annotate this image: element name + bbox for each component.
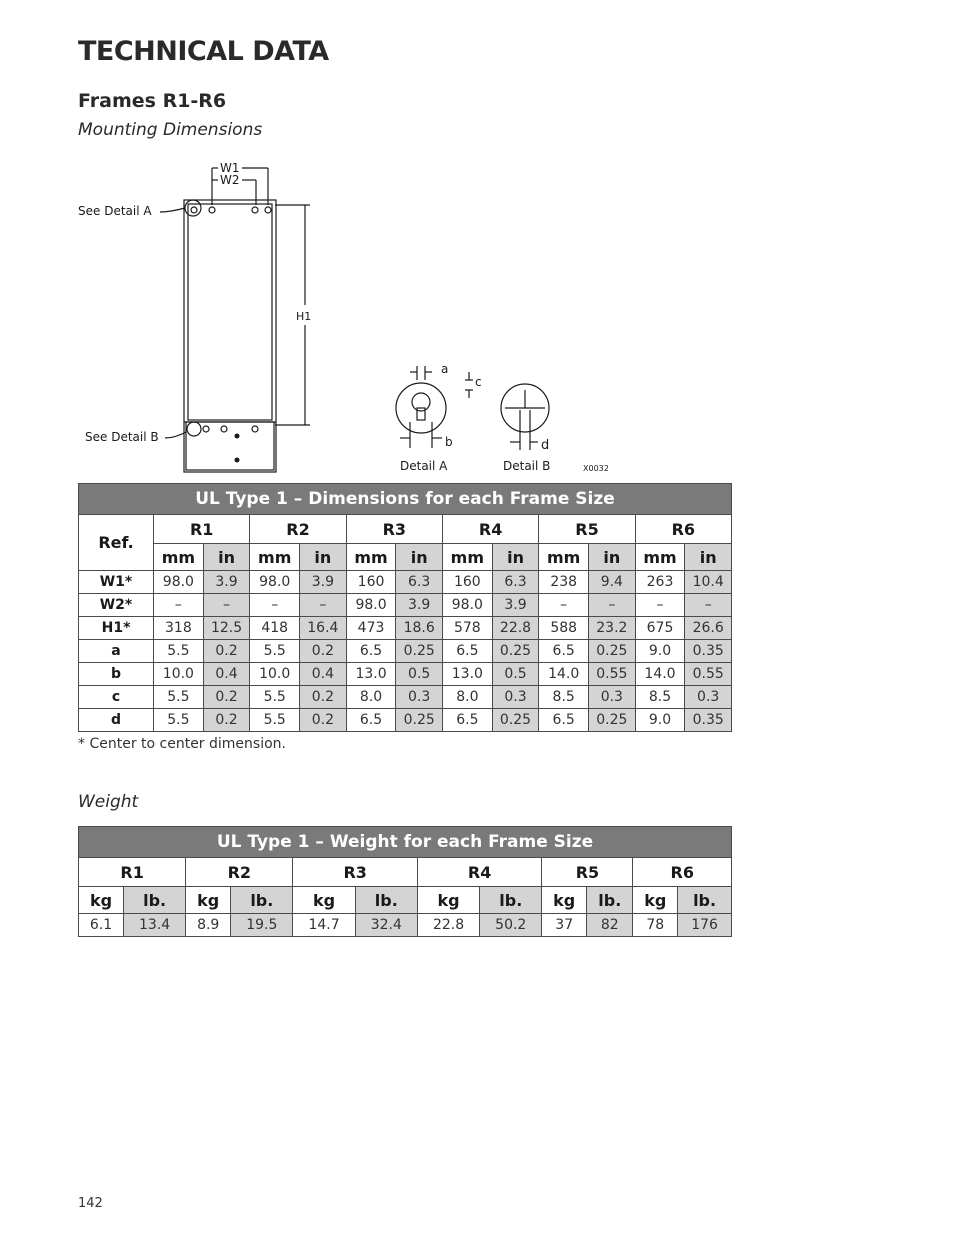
dimension-cell: –	[154, 594, 204, 617]
unit-header: lb.	[678, 887, 732, 914]
dimension-cell: 22.8	[492, 617, 539, 640]
dimension-cell: 9.0	[635, 640, 685, 663]
detail-a-label: Detail A	[400, 459, 448, 473]
table-row	[79, 709, 732, 732]
dimension-cell: 3.9	[203, 571, 250, 594]
dimension-cell: 0.2	[300, 640, 347, 663]
dimension-cell: 0.35	[685, 640, 732, 663]
dimension-cell: 12.5	[203, 617, 250, 640]
unit-header: kg	[542, 887, 587, 914]
unit-header: mm	[250, 544, 300, 571]
dimension-cell: 13.0	[442, 663, 492, 686]
dimension-cell: 8.5	[635, 686, 685, 709]
frame-header: R4	[442, 515, 538, 544]
unit-header: in	[589, 544, 636, 571]
dimension-cell: 3.9	[396, 594, 443, 617]
dimension-cell: 14.0	[539, 663, 589, 686]
dimension-cell: 0.25	[492, 709, 539, 732]
dimension-cell: 0.55	[685, 663, 732, 686]
dimension-cell: 0.55	[589, 663, 636, 686]
unit-header: in	[396, 544, 443, 571]
dimension-cell: 18.6	[396, 617, 443, 640]
dimension-cell: 0.35	[685, 709, 732, 732]
weight-subtitle: Weight	[78, 792, 139, 812]
dimension-cell: –	[635, 594, 685, 617]
frame-header: R6	[633, 858, 732, 887]
dimension-cell: 98.0	[250, 571, 300, 594]
dimension-cell: 0.25	[589, 640, 636, 663]
dimension-cell: 0.3	[685, 686, 732, 709]
ref-cell: W2*	[79, 594, 154, 617]
b-label: b	[445, 435, 453, 449]
see-detail-a-label: See Detail A	[78, 204, 152, 218]
table-row	[79, 571, 732, 594]
ref-cell: b	[79, 663, 154, 686]
dimensions-table-body	[79, 571, 732, 732]
frame-header: R5	[539, 515, 635, 544]
ref-cell: c	[79, 686, 154, 709]
table-row	[79, 617, 732, 640]
weight-cell: 176	[678, 914, 732, 937]
ref-cell: H1*	[79, 617, 154, 640]
frame-header: R6	[635, 515, 731, 544]
dimension-cell: 160	[442, 571, 492, 594]
dimension-cell: –	[685, 594, 732, 617]
dimensions-table-title: UL Type 1 – Dimensions for each Frame Size	[79, 484, 732, 515]
weight-cell: 13.4	[123, 914, 185, 937]
dimension-cell: 16.4	[300, 617, 347, 640]
table-row	[79, 686, 732, 709]
drive-body-inner	[188, 204, 272, 420]
dimension-cell: 98.0	[442, 594, 492, 617]
unit-header: in	[492, 544, 539, 571]
dimension-cell: 0.5	[492, 663, 539, 686]
dimension-cell: 5.5	[154, 709, 204, 732]
dimension-cell: 473	[346, 617, 396, 640]
dimension-cell: 26.6	[685, 617, 732, 640]
dimension-cell: 0.25	[492, 640, 539, 663]
dimension-cell: 160	[346, 571, 396, 594]
weight-cell: 22.8	[417, 914, 479, 937]
dimension-cell: 3.9	[492, 594, 539, 617]
h1-label: H1	[296, 310, 312, 323]
table-row	[79, 594, 732, 617]
ref-cell: W1*	[79, 571, 154, 594]
a-label: a	[441, 362, 449, 376]
dimension-cell: 5.5	[154, 640, 204, 663]
unit-header: kg	[186, 887, 231, 914]
weight-cell: 6.1	[79, 914, 124, 937]
frame-header: R5	[542, 858, 633, 887]
dimension-cell: 0.4	[300, 663, 347, 686]
dimension-cell: 23.2	[589, 617, 636, 640]
unit-header: kg	[633, 887, 678, 914]
weight-cell: 14.7	[293, 914, 355, 937]
dimension-cell: 0.2	[203, 709, 250, 732]
unit-header: kg	[417, 887, 479, 914]
dimension-cell: 418	[250, 617, 300, 640]
unit-header: kg	[79, 887, 124, 914]
unit-header: in	[685, 544, 732, 571]
dimension-cell: 9.4	[589, 571, 636, 594]
unit-header: lb.	[231, 887, 293, 914]
table-row	[79, 914, 732, 937]
mounting-drawing	[70, 150, 630, 480]
weight-cell: 32.4	[355, 914, 417, 937]
dimension-cell: 0.2	[300, 686, 347, 709]
frame-header: R2	[186, 858, 293, 887]
dimension-cell: –	[539, 594, 589, 617]
dimension-cell: 238	[539, 571, 589, 594]
dimension-cell: 98.0	[346, 594, 396, 617]
ref-cell: d	[79, 709, 154, 732]
unit-header: mm	[539, 544, 589, 571]
dimension-cell: 0.2	[203, 686, 250, 709]
ref-header: Ref.	[79, 515, 154, 571]
dimension-cell: 10.0	[250, 663, 300, 686]
frame-header: R3	[293, 858, 417, 887]
unit-header: lb.	[355, 887, 417, 914]
dimension-cell: 0.25	[396, 640, 443, 663]
drive-body-outline	[184, 200, 276, 472]
dimension-cell: 675	[635, 617, 685, 640]
footnote: * Center to center dimension.	[78, 736, 286, 752]
unit-header: lb.	[480, 887, 542, 914]
dimension-cell: –	[203, 594, 250, 617]
unit-header: lb.	[123, 887, 185, 914]
mount-hole	[252, 207, 258, 213]
dimension-cell: 263	[635, 571, 685, 594]
unit-header: mm	[442, 544, 492, 571]
dimension-cell: 588	[539, 617, 589, 640]
dimension-cell: 0.3	[396, 686, 443, 709]
dimension-cell: 6.5	[442, 709, 492, 732]
mount-hole	[191, 207, 197, 213]
weight-cell: 82	[587, 914, 633, 937]
unit-header: mm	[635, 544, 685, 571]
dimension-cell: 98.0	[154, 571, 204, 594]
dimension-cell: 0.2	[300, 709, 347, 732]
dimension-cell: 9.0	[635, 709, 685, 732]
dimension-cell: 0.25	[589, 709, 636, 732]
page-number: 142	[78, 1196, 103, 1211]
weight-cell: 50.2	[480, 914, 542, 937]
dimension-cell: 10.0	[154, 663, 204, 686]
dimension-cell: 5.5	[250, 640, 300, 663]
dimension-cell: 6.5	[442, 640, 492, 663]
page-title: TECHNICAL DATA	[78, 36, 329, 67]
w1-label: W1	[220, 161, 240, 175]
unit-header: mm	[346, 544, 396, 571]
dimension-cell: 5.5	[250, 686, 300, 709]
dimension-cell: –	[300, 594, 347, 617]
dimension-cell: 0.3	[589, 686, 636, 709]
dimension-cell: 0.4	[203, 663, 250, 686]
unit-header: kg	[293, 887, 355, 914]
weight-cell: 37	[542, 914, 587, 937]
dimension-cell: 6.5	[539, 640, 589, 663]
dimension-cell: 13.0	[346, 663, 396, 686]
unit-header: mm	[154, 544, 204, 571]
dimension-cell: 6.5	[346, 640, 396, 663]
ref-cell: a	[79, 640, 154, 663]
d-label: d	[541, 438, 550, 453]
see-detail-b-label: See Detail B	[85, 430, 159, 444]
frame-header: R3	[346, 515, 442, 544]
mounting-subtitle: Mounting Dimensions	[78, 120, 263, 140]
frame-header: R1	[154, 515, 250, 544]
w2-label: W2	[220, 173, 240, 187]
dimension-cell: 8.0	[346, 686, 396, 709]
dimension-cell: 5.5	[250, 709, 300, 732]
dimension-cell: 8.0	[442, 686, 492, 709]
dimension-cell: –	[250, 594, 300, 617]
detail-b-label: Detail B	[503, 459, 551, 473]
frame-header: R2	[250, 515, 346, 544]
dimensions-table	[78, 483, 732, 732]
section-title: Frames R1-R6	[78, 90, 227, 112]
figure-code: X0032	[583, 464, 609, 473]
dimension-cell: 6.3	[492, 571, 539, 594]
dimension-cell: 0.3	[492, 686, 539, 709]
dimension-cell: 5.5	[154, 686, 204, 709]
dimension-cell: 318	[154, 617, 204, 640]
weight-cell: 19.5	[231, 914, 293, 937]
frame-header: R1	[79, 858, 186, 887]
c-label: c	[475, 375, 482, 389]
weight-table	[78, 826, 732, 937]
mount-hole	[209, 207, 215, 213]
dimension-cell: 14.0	[635, 663, 685, 686]
weight-cell: 78	[633, 914, 678, 937]
dimension-cell: 6.3	[396, 571, 443, 594]
dimension-cell: 10.4	[685, 571, 732, 594]
dimension-cell: 0.5	[396, 663, 443, 686]
dimension-cell: 3.9	[300, 571, 347, 594]
dimension-cell: 8.5	[539, 686, 589, 709]
unit-header: lb.	[587, 887, 633, 914]
unit-header: in	[203, 544, 250, 571]
dimension-cell: 578	[442, 617, 492, 640]
dimension-cell: 0.25	[396, 709, 443, 732]
mount-hole	[265, 207, 271, 213]
unit-header: in	[300, 544, 347, 571]
table-row	[79, 663, 732, 686]
frame-header: R4	[417, 858, 541, 887]
dimension-cell: 6.5	[346, 709, 396, 732]
weight-table-title: UL Type 1 – Weight for each Frame Size	[79, 827, 732, 858]
dimension-cell: –	[589, 594, 636, 617]
dimension-cell: 6.5	[539, 709, 589, 732]
weight-cell: 8.9	[186, 914, 231, 937]
dimension-cell: 0.2	[203, 640, 250, 663]
table-row	[79, 640, 732, 663]
